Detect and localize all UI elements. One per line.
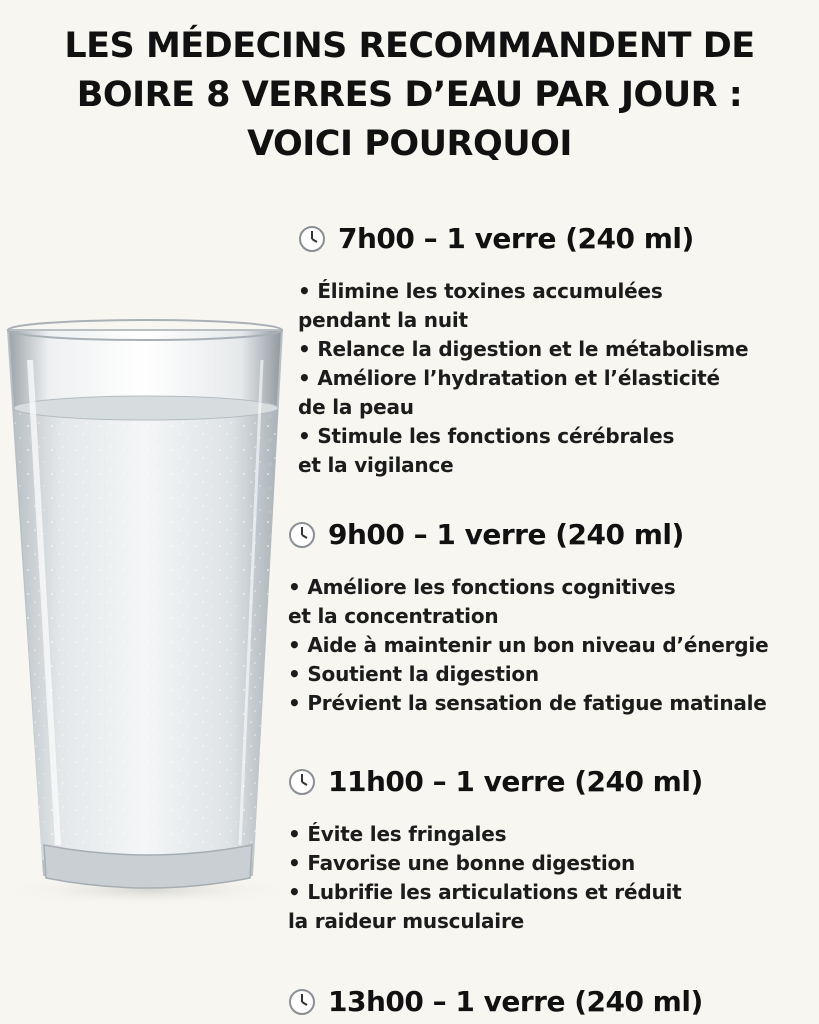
- benefit-list: [298, 277, 748, 480]
- clock-icon: [298, 225, 326, 253]
- section-header: [288, 518, 768, 551]
- list-item: • Élimine les toxines accumulées: [298, 279, 663, 303]
- schedule-section: [288, 765, 703, 936]
- benefit-list: [288, 820, 703, 936]
- title-line: VOICI POURQUOI: [247, 124, 572, 164]
- section-time: 9h00 – 1 verre (240 ml): [328, 518, 684, 551]
- list-item: pendant la nuit: [298, 308, 468, 332]
- list-item: • Soutient la digestion: [288, 662, 539, 686]
- section-header: [288, 765, 703, 798]
- list-item: • Améliore les fonctions cognitives: [288, 575, 676, 599]
- list-item: • Améliore l’hydratation et l’élasticité: [298, 366, 720, 390]
- list-item: • Relance la digestion et le métabolisme: [298, 337, 749, 361]
- schedule-section: [288, 985, 703, 1018]
- list-item: • Prévient la sensation de fatigue matinale: [288, 691, 767, 715]
- page-title: [0, 22, 819, 169]
- section-header: [298, 222, 748, 255]
- list-item: • Lubrifie les articulations et réduit: [288, 880, 682, 904]
- section-time: 11h00 – 1 verre (240 ml): [328, 765, 703, 798]
- list-item: • Évite les fringales: [288, 822, 507, 846]
- list-item: • Favorise une bonne digestion: [288, 851, 636, 875]
- title-line: LES MÉDECINS RECOMMANDENT DE: [64, 26, 755, 66]
- list-item: de la peau: [298, 395, 414, 419]
- section-time: 7h00 – 1 verre (240 ml): [338, 222, 694, 255]
- list-item: • Aide à maintenir un bon niveau d’énergie: [288, 633, 769, 657]
- title-line: BOIRE 8 VERRES D’EAU PAR JOUR :: [76, 75, 743, 115]
- section-header: [288, 985, 703, 1018]
- list-item: la raideur musculaire: [288, 909, 524, 933]
- list-item: et la vigilance: [298, 453, 454, 477]
- schedule-section: [298, 222, 748, 480]
- list-item: • Stimule les fonctions cérébrales: [298, 424, 675, 448]
- clock-icon: [288, 988, 316, 1016]
- clock-icon: [288, 768, 316, 796]
- list-item: et la concentration: [288, 604, 499, 628]
- clock-icon: [288, 521, 316, 549]
- benefit-list: [288, 573, 768, 718]
- schedule-section: [288, 518, 768, 718]
- section-time: 13h00 – 1 verre (240 ml): [328, 985, 703, 1018]
- water-glass-image: [0, 300, 290, 910]
